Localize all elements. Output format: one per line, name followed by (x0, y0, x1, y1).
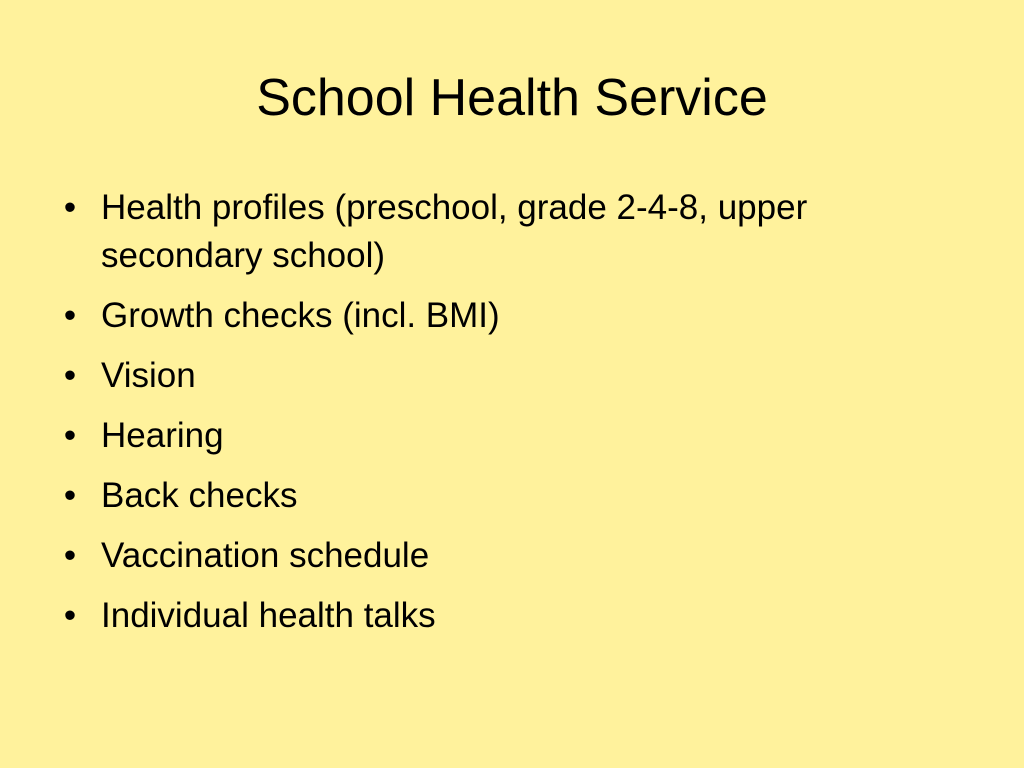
bullet-item-growth-checks (60, 292, 960, 340)
slide-title: School Health Service (256, 69, 768, 127)
bullet-dot-icon: • (63, 356, 77, 395)
bullet-text: Individual health talks (101, 596, 436, 635)
bullet-dot-icon: • (63, 476, 77, 515)
bullet-text: Hearing (101, 416, 224, 455)
bullet-item-individual-health-talks (60, 592, 960, 640)
bullet-dot-icon: • (63, 296, 77, 335)
bullet-dot-icon: • (63, 536, 77, 575)
bullet-item-health-profiles (60, 184, 960, 280)
bullet-text: Growth checks (incl. BMI) (101, 296, 500, 335)
bullet-dot-icon: • (63, 188, 77, 227)
bullet-item-hearing (60, 412, 960, 460)
bullet-list (60, 184, 960, 652)
bullet-item-vaccination-schedule (60, 532, 960, 580)
bullet-text: Vision (101, 356, 196, 395)
bullet-text: Vaccination schedule (101, 536, 430, 575)
bullet-dot-icon: • (63, 416, 77, 455)
bullet-text: Back checks (101, 476, 298, 515)
bullet-dot-icon: • (63, 596, 77, 635)
bullet-item-back-checks (60, 472, 960, 520)
bullet-text: Health profiles (preschool, grade 2-4-8, upper secondary school) (101, 188, 808, 275)
bullet-item-vision (60, 352, 960, 400)
